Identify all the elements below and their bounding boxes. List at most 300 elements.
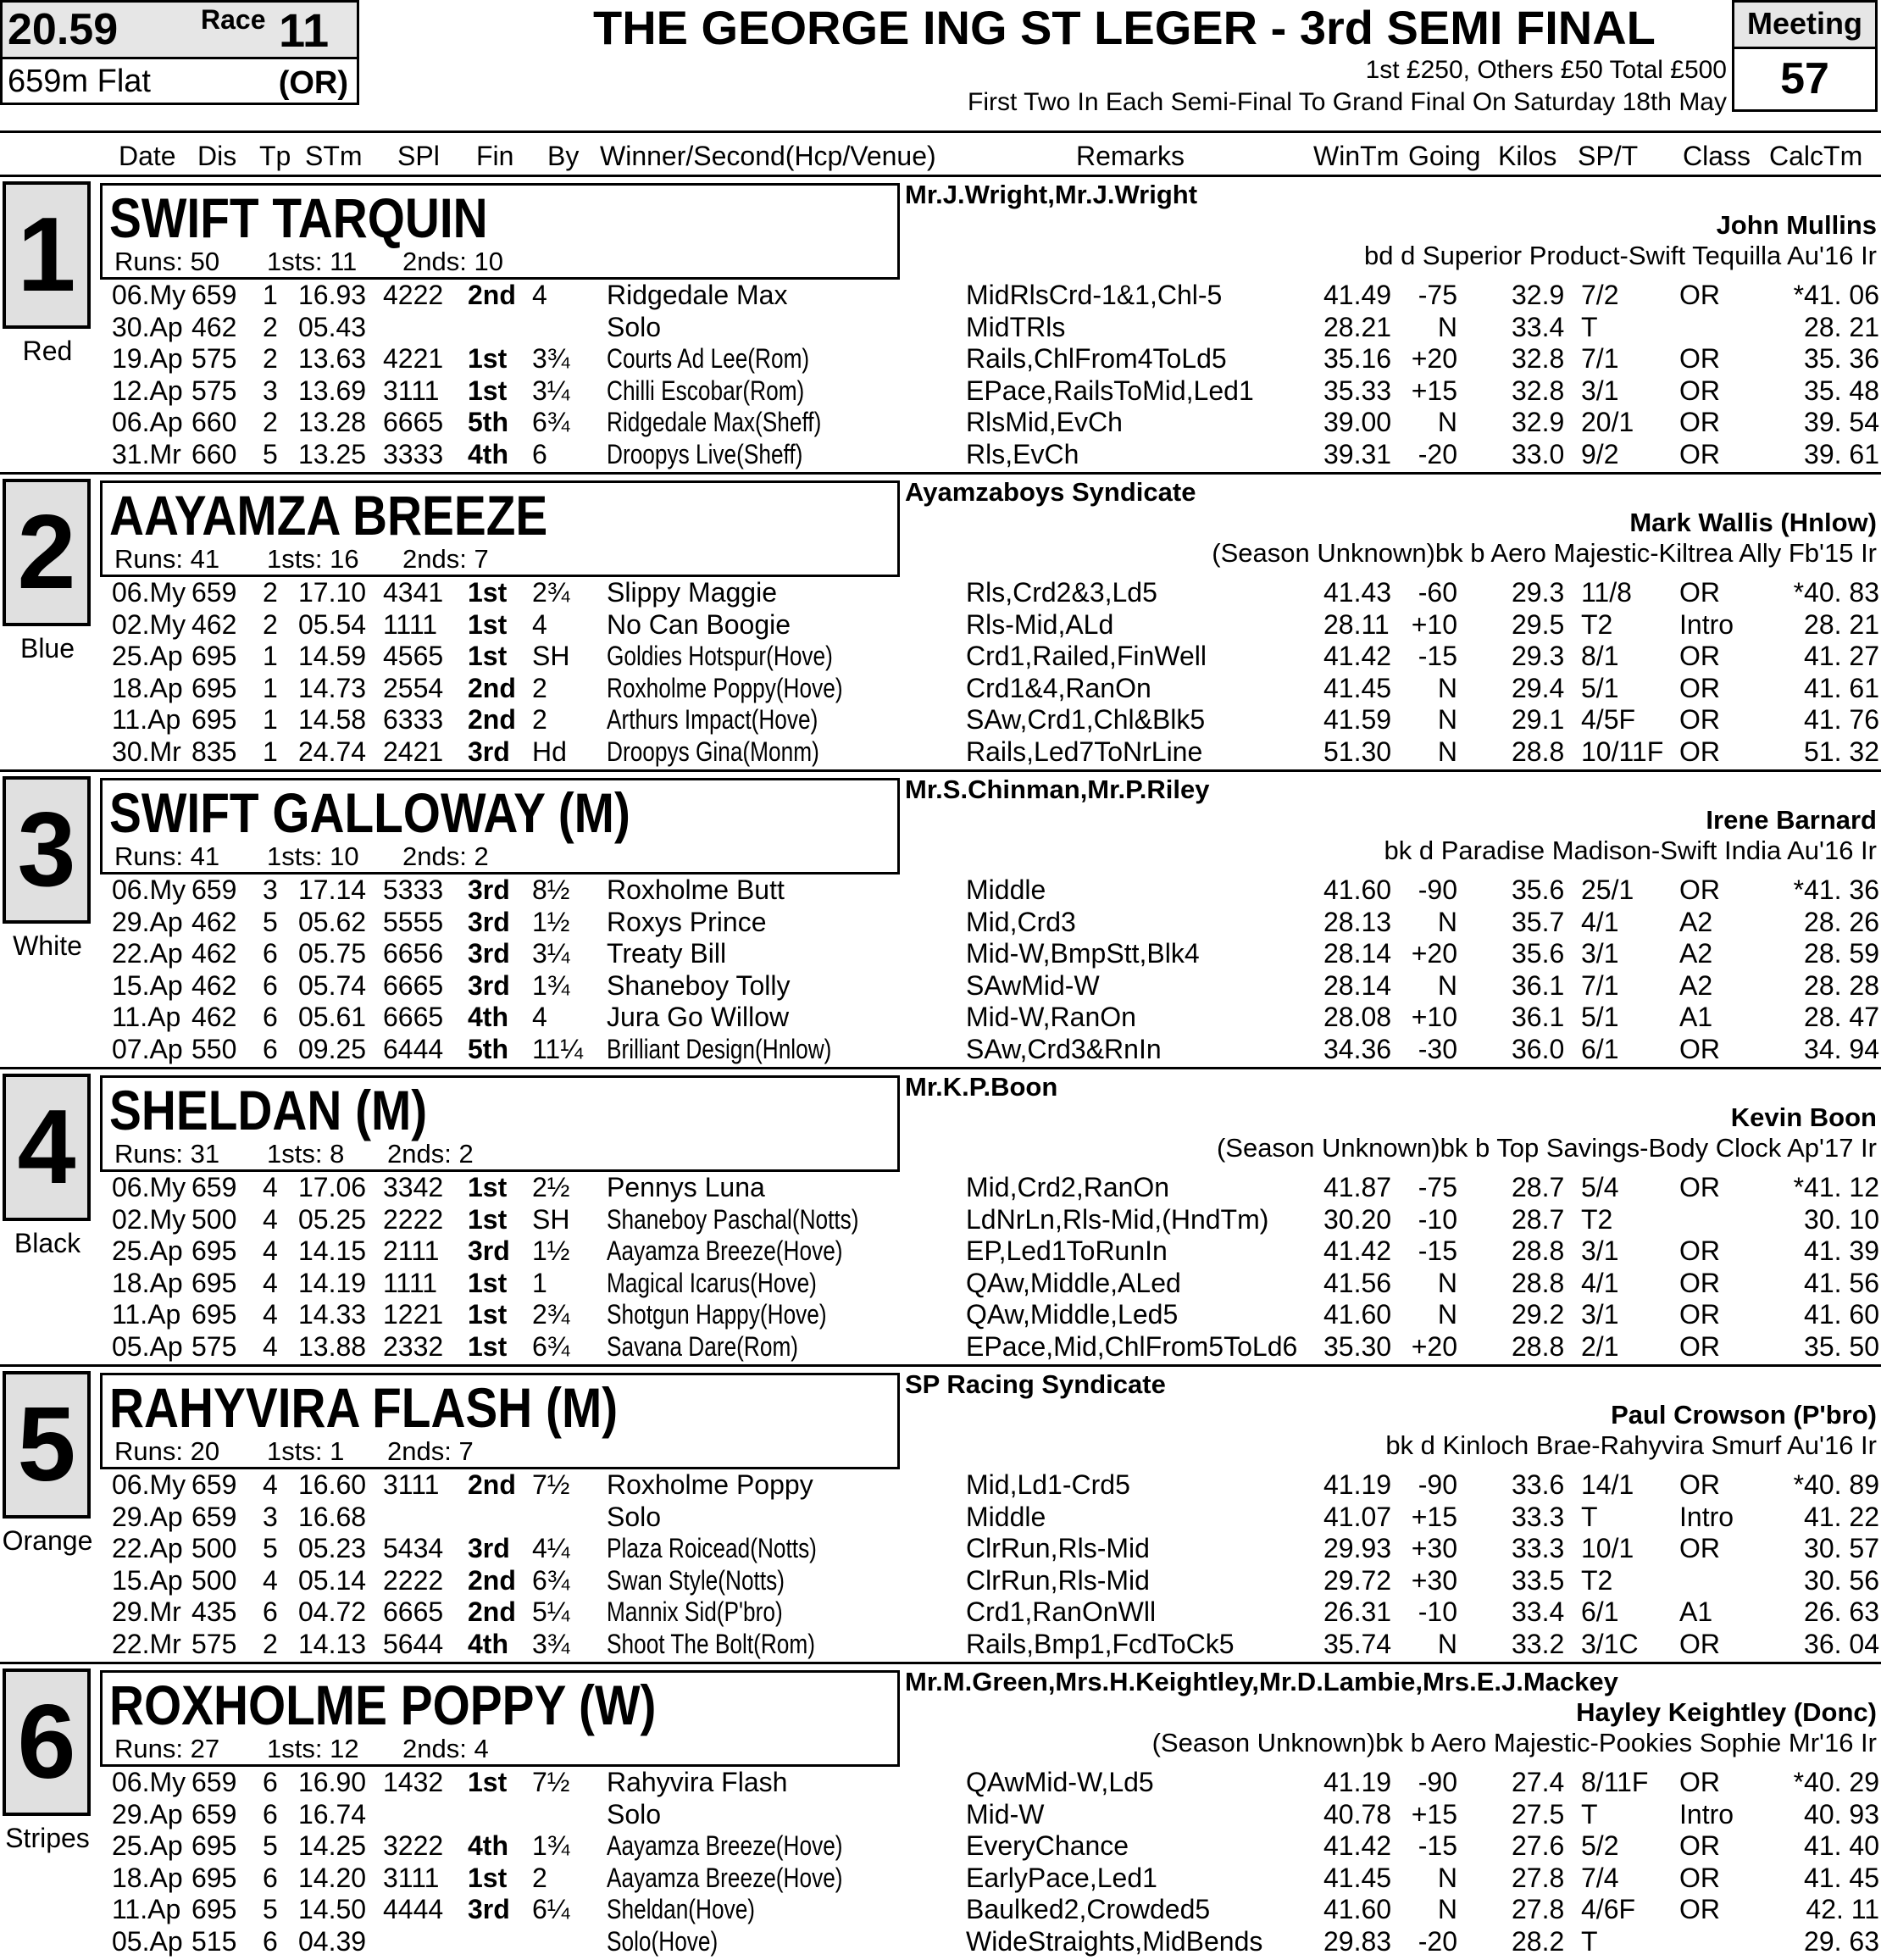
form-win-time: 28.14 <box>1323 938 1392 969</box>
owner: Mr.S.Chinman,Mr.P.Riley <box>905 775 1210 804</box>
form-win-time: 41.45 <box>1323 1862 1392 1893</box>
col-kilos: Kilos <box>1498 141 1557 171</box>
form-kilos: 28.2 <box>1512 1925 1565 1957</box>
form-beaten-by: 2 <box>532 1862 547 1893</box>
form-starting-price: 6/1 <box>1581 1033 1619 1064</box>
form-class: OR <box>1679 1862 1720 1893</box>
form-win-time: 40.78 <box>1323 1798 1392 1830</box>
form-starting-price: T <box>1581 1501 1598 1532</box>
form-row <box>0 1502 1881 1533</box>
form-remarks: EveryChance <box>966 1830 1129 1861</box>
form-split-positions: 2222 <box>383 1564 444 1596</box>
wins-count: 1sts: 16 <box>267 544 359 574</box>
form-beaten-by: Hd <box>532 736 567 767</box>
form-row <box>0 970 1881 1002</box>
form-split-positions: 6665 <box>383 407 444 437</box>
form-date: 29.Ap <box>112 906 183 937</box>
form-finish: 1st <box>468 375 508 406</box>
form-starting-price: 4/1 <box>1581 1267 1619 1298</box>
form-split-positions: 2421 <box>383 736 444 767</box>
form-beaten-by: 6 <box>532 438 547 469</box>
dog-name-box <box>100 1373 900 1469</box>
form-calc-time: 42. 11 <box>1806 1894 1879 1924</box>
form-winner: Swan Style(Notts) <box>607 1564 785 1596</box>
form-calc-time: *41. 12 <box>1793 1172 1879 1202</box>
form-win-time: 28.14 <box>1323 969 1392 1001</box>
form-class: OR <box>1679 1033 1720 1064</box>
form-winner: Ridgedale Max <box>607 280 788 310</box>
dog-name: RAHYVIRA FLASH (M) <box>109 1376 619 1439</box>
form-trap: 5 <box>263 438 278 469</box>
form-finish: 4th <box>468 438 508 469</box>
wins-count: 1sts: 11 <box>267 247 358 276</box>
form-calc-time: 51. 32 <box>1804 736 1879 767</box>
form-starting-price: 3/1 <box>1581 375 1619 406</box>
owner: Ayamzaboys Syndicate <box>905 477 1196 507</box>
form-trap: 2 <box>263 1628 278 1659</box>
header-divider <box>0 130 1881 133</box>
form-win-time: 41.60 <box>1323 1894 1392 1924</box>
form-distance: 659 <box>191 1469 237 1500</box>
form-trap: 4 <box>263 1235 278 1266</box>
form-going: +30 <box>1411 1564 1457 1596</box>
form-split-positions: 4222 <box>383 280 444 310</box>
form-remarks: Mid,Crd3 <box>966 906 1076 937</box>
form-distance: 500 <box>191 1203 237 1235</box>
form-win-time: 41.19 <box>1323 1469 1392 1500</box>
form-beaten-by: 2 <box>532 704 547 735</box>
form-class: Intro <box>1679 1798 1734 1830</box>
form-row <box>0 343 1881 375</box>
form-distance: 515 <box>191 1925 237 1957</box>
runner-block <box>0 472 1881 769</box>
col-going: Going <box>1408 141 1481 171</box>
form-win-time: 41.19 <box>1323 1767 1392 1797</box>
form-row <box>0 1469 1881 1501</box>
form-row <box>0 1565 1881 1596</box>
form-calc-time: 35. 50 <box>1804 1330 1879 1362</box>
trap-number-box: 6 <box>3 1668 91 1816</box>
form-date: 22.Mr <box>112 1628 181 1659</box>
form-going: -90 <box>1418 1767 1457 1797</box>
form-kilos: 35.6 <box>1512 875 1565 905</box>
form-starting-price: 7/1 <box>1581 969 1619 1001</box>
form-distance: 659 <box>191 577 237 608</box>
form-distance: 695 <box>191 672 237 703</box>
form-finish: 2nd <box>468 1564 516 1596</box>
form-kilos: 32.8 <box>1512 375 1565 406</box>
runner-block <box>0 1067 1881 1364</box>
form-class: OR <box>1679 1235 1720 1266</box>
runs-count: Runs: 31 <box>114 1139 220 1169</box>
form-win-time: 41.60 <box>1323 875 1392 905</box>
form-beaten-by: 1½ <box>532 1235 570 1266</box>
form-class: OR <box>1679 1267 1720 1298</box>
form-calc-time: *41. 36 <box>1793 875 1879 905</box>
form-remarks: Mid-W <box>966 1798 1045 1830</box>
race-label: Race <box>201 4 266 35</box>
form-beaten-by: 3¼ <box>532 375 570 406</box>
form-finish: 2nd <box>468 704 516 735</box>
form-win-time: 39.31 <box>1323 438 1392 469</box>
col-remarks: Remarks <box>1076 141 1185 171</box>
form-sectional-time: 16.60 <box>298 1469 367 1500</box>
form-class: OR <box>1679 1469 1720 1500</box>
form-win-time: 28.08 <box>1323 1002 1392 1032</box>
seconds-count: 2nds: 7 <box>387 1436 474 1466</box>
form-starting-price: T <box>1581 1925 1598 1957</box>
form-split-positions: 6444 <box>383 1033 444 1064</box>
form-calc-time: 41. 56 <box>1804 1267 1879 1298</box>
form-finish: 1st <box>468 1299 508 1330</box>
form-going: N <box>1437 1862 1457 1893</box>
form-remarks: Mid-W,BmpStt,Blk4 <box>966 938 1200 969</box>
form-distance: 575 <box>191 1628 237 1659</box>
form-starting-price: 4/1 <box>1581 906 1619 937</box>
runner-block <box>0 1364 1881 1662</box>
form-date: 06.My <box>112 1767 186 1797</box>
wins-count: 1sts: 1 <box>267 1436 345 1466</box>
form-distance: 835 <box>191 736 237 767</box>
form-starting-price: 3/1 <box>1581 1299 1619 1330</box>
trainer: Mark Wallis (Hnlow) <box>1629 508 1877 537</box>
form-calc-time: 28. 26 <box>1804 906 1879 937</box>
form-win-time: 35.33 <box>1323 375 1392 406</box>
form-going: +20 <box>1411 938 1457 969</box>
form-calc-time: 28. 28 <box>1804 969 1879 1001</box>
form-finish: 3rd <box>468 1894 510 1924</box>
form-going: +15 <box>1411 1798 1457 1830</box>
form-date: 11.Ap <box>112 1894 181 1924</box>
form-trap: 5 <box>263 1894 278 1924</box>
form-calc-time: 36. 04 <box>1804 1628 1879 1659</box>
form-starting-price: 5/4 <box>1581 1172 1619 1202</box>
form-winner: Shaneboy Tolly <box>607 969 791 1001</box>
form-remarks: Crd1,RanOnWll <box>966 1596 1157 1627</box>
form-winner: Roxholme Butt <box>607 875 785 905</box>
form-sectional-time: 05.23 <box>298 1533 367 1563</box>
runner-divider <box>0 175 1881 177</box>
form-finish: 1st <box>468 577 508 608</box>
form-beaten-by: 2¾ <box>532 1299 570 1330</box>
form-remarks: Rails,Bmp1,FcdToCk5 <box>966 1628 1235 1659</box>
form-starting-price: T2 <box>1581 608 1613 640</box>
form-sectional-time: 13.69 <box>298 375 367 406</box>
form-win-time: 41.49 <box>1323 280 1392 310</box>
form-winner: Plaza Roicead(Notts) <box>607 1533 817 1563</box>
form-sectional-time: 09.25 <box>298 1033 367 1064</box>
form-going: -75 <box>1418 280 1457 310</box>
trap-colour: Orange <box>2 1525 93 1556</box>
form-date: 06.My <box>112 280 186 310</box>
form-starting-price: 3/1 <box>1581 1235 1619 1266</box>
owner: Mr.K.P.Boon <box>905 1072 1058 1102</box>
form-finish: 5th <box>468 1033 508 1064</box>
form-trap: 6 <box>263 1033 278 1064</box>
form-row <box>0 704 1881 736</box>
form-row <box>0 736 1881 768</box>
form-calc-time: 41. 45 <box>1804 1862 1879 1893</box>
form-finish: 2nd <box>468 672 516 703</box>
form-split-positions: 3111 <box>383 1862 440 1893</box>
form-going: -60 <box>1418 577 1457 608</box>
form-remarks: MidTRls <box>966 311 1066 342</box>
form-remarks: ClrRun,Rls-Mid <box>966 1564 1150 1596</box>
form-date: 29.Ap <box>112 1501 183 1532</box>
form-kilos: 28.8 <box>1512 736 1565 767</box>
trap-number-box: 3 <box>3 776 91 924</box>
form-beaten-by: 1¾ <box>532 1830 570 1861</box>
form-starting-price: T2 <box>1581 1564 1613 1596</box>
form-distance: 659 <box>191 280 237 310</box>
trap-colour: White <box>13 930 82 961</box>
form-winner: Ridgedale Max(Sheff) <box>607 407 822 437</box>
form-trap: 6 <box>263 1767 278 1797</box>
form-trap: 6 <box>263 1596 278 1627</box>
form-date: 19.Ap <box>112 343 183 374</box>
form-class: OR <box>1679 1299 1720 1330</box>
form-win-time: 26.31 <box>1323 1596 1392 1627</box>
form-remarks: EPace,Mid,ChlFrom5ToLd6 <box>966 1330 1298 1362</box>
trainer: John Mullins <box>1716 210 1877 240</box>
form-row <box>0 673 1881 704</box>
form-beaten-by: 11¼ <box>532 1033 583 1064</box>
form-kilos: 36.0 <box>1512 1033 1565 1064</box>
form-kilos: 32.9 <box>1512 407 1565 437</box>
breeding: bd d Superior Product-Swift Tequilla Au'16 Ir <box>1363 241 1877 270</box>
form-sectional-time: 04.39 <box>298 1925 367 1957</box>
col-class: Class <box>1683 141 1751 171</box>
form-calc-time: 41. 61 <box>1804 672 1879 703</box>
breeding: (Season Unknown)bk b Aero Majestic-Pookies Sophie Mr'16 Ir <box>1151 1728 1877 1757</box>
form-sectional-time: 13.88 <box>298 1330 367 1362</box>
form-going: -20 <box>1418 438 1457 469</box>
form-win-time: 29.93 <box>1323 1533 1392 1563</box>
form-trap: 4 <box>263 1299 278 1330</box>
form-starting-price: T <box>1581 1798 1598 1830</box>
form-row <box>0 1235 1881 1267</box>
trap-colour: Blue <box>19 633 75 664</box>
form-split-positions: 2222 <box>383 1203 444 1235</box>
form-starting-price: 8/1 <box>1581 641 1619 671</box>
form-row <box>0 875 1881 906</box>
dog-name-box <box>100 183 900 280</box>
owner: Mr.J.Wright,Mr.J.Wright <box>905 180 1198 209</box>
form-winner: Treaty Bill <box>607 938 727 969</box>
form-going: -20 <box>1418 1925 1457 1957</box>
dog-name: SHELDAN (M) <box>109 1079 428 1141</box>
form-starting-price: 20/1 <box>1581 407 1634 437</box>
form-class: A2 <box>1679 969 1713 1001</box>
form-trap: 5 <box>263 1830 278 1861</box>
form-win-time: 41.60 <box>1323 1299 1392 1330</box>
form-calc-time: 29. 63 <box>1804 1925 1879 1957</box>
runs-count: Runs: 50 <box>114 247 220 276</box>
form-row <box>0 1204 1881 1235</box>
breeding: (Season Unknown)bk b Aero Majestic-Kiltrea Ally Fb'15 Ir <box>1212 538 1877 568</box>
form-calc-time: 39. 54 <box>1804 407 1879 437</box>
form-trap: 6 <box>263 938 278 969</box>
form-distance: 462 <box>191 608 237 640</box>
form-win-time: 29.83 <box>1323 1925 1392 1957</box>
form-beaten-by: 6¾ <box>532 407 570 437</box>
form-row <box>0 1629 1881 1660</box>
race-number: 11 <box>279 3 330 57</box>
form-sectional-time: 14.59 <box>298 641 367 671</box>
form-beaten-by: 2½ <box>532 1172 570 1202</box>
form-finish: 3rd <box>468 736 510 767</box>
form-distance: 500 <box>191 1564 237 1596</box>
dog-name-box <box>100 480 900 577</box>
form-going: N <box>1437 1299 1457 1330</box>
form-starting-price: 5/2 <box>1581 1830 1619 1861</box>
form-trap: 6 <box>263 1002 278 1032</box>
race-conditions: First Two In Each Semi-Final To Grand Final On Saturday 18th May <box>968 88 1727 116</box>
form-going: -30 <box>1418 1033 1457 1064</box>
form-row <box>0 577 1881 608</box>
form-going: +20 <box>1411 1330 1457 1362</box>
form-finish: 3rd <box>468 969 510 1001</box>
form-calc-time: 41. 39 <box>1804 1235 1879 1266</box>
form-remarks: Crd1&4,RanOn <box>966 672 1151 703</box>
form-finish: 3rd <box>468 1533 510 1563</box>
form-distance: 575 <box>191 343 237 374</box>
runner-divider <box>0 1662 1881 1664</box>
form-remarks: RlsMid,EvCh <box>966 407 1123 437</box>
form-distance: 500 <box>191 1533 237 1563</box>
meeting-number: 57 <box>1780 54 1829 103</box>
form-going: +10 <box>1411 1002 1457 1032</box>
form-beaten-by: 5¼ <box>532 1596 570 1627</box>
form-starting-price: 4/5F <box>1581 704 1636 735</box>
form-distance: 695 <box>191 704 237 735</box>
col-dis: Dis <box>197 141 237 171</box>
form-sectional-time: 05.25 <box>298 1203 367 1235</box>
meeting-box <box>1732 0 1878 112</box>
breeding: (Season Unknown)bk b Top Savings-Body Clock Ap'17 Ir <box>1216 1133 1877 1163</box>
form-class: OR <box>1679 1330 1720 1362</box>
form-sectional-time: 05.43 <box>298 311 367 342</box>
form-starting-price: 5/1 <box>1581 1002 1619 1032</box>
form-distance: 659 <box>191 1767 237 1797</box>
form-row <box>0 280 1881 311</box>
form-sectional-time: 05.74 <box>298 969 367 1001</box>
form-row <box>0 1926 1881 1957</box>
meeting-label: Meeting <box>1734 3 1875 49</box>
form-starting-price: 3/1 <box>1581 938 1619 969</box>
form-winner: Rahyvira Flash <box>607 1767 788 1797</box>
race-time: 20.59 <box>8 5 119 54</box>
form-kilos: 33.0 <box>1512 438 1565 469</box>
form-beaten-by: 4¼ <box>532 1533 570 1563</box>
form-win-time: 41.42 <box>1323 1830 1392 1861</box>
form-sectional-time: 05.75 <box>298 938 367 969</box>
form-sectional-time: 16.74 <box>298 1798 367 1830</box>
form-kilos: 27.8 <box>1512 1862 1565 1893</box>
form-date: 15.Ap <box>112 1564 183 1596</box>
form-starting-price: 14/1 <box>1581 1469 1634 1500</box>
form-split-positions: 6665 <box>383 969 444 1001</box>
form-remarks: Rails,Led7ToNrLine <box>966 736 1203 767</box>
form-finish: 2nd <box>468 1596 516 1627</box>
form-sectional-time: 14.13 <box>298 1628 367 1659</box>
form-distance: 660 <box>191 438 237 469</box>
form-kilos: 27.6 <box>1512 1830 1565 1861</box>
form-winner: Solo <box>607 1501 662 1532</box>
form-calc-time: 41. 40 <box>1804 1830 1879 1861</box>
form-distance: 695 <box>191 1894 237 1924</box>
form-finish: 1st <box>468 641 508 671</box>
form-sectional-time: 14.20 <box>298 1862 367 1893</box>
form-remarks: Mid-W,RanOn <box>966 1002 1136 1032</box>
form-starting-price: 25/1 <box>1581 875 1634 905</box>
form-calc-time: 41. 60 <box>1804 1299 1879 1330</box>
form-winner: Jura Go Willow <box>607 1002 790 1032</box>
prize-money: 1st £250, Others £50 Total £500 <box>1365 56 1727 84</box>
form-kilos: 29.3 <box>1512 641 1565 671</box>
runner-block <box>0 1662 1881 1959</box>
form-kilos: 27.4 <box>1512 1767 1565 1797</box>
form-distance: 462 <box>191 1002 237 1032</box>
col-by: By <box>547 141 580 171</box>
form-kilos: 32.9 <box>1512 280 1565 310</box>
form-split-positions: 2554 <box>383 672 444 703</box>
form-finish: 1st <box>468 1330 508 1362</box>
form-going: -75 <box>1418 1172 1457 1202</box>
col-calctm: CalcTm <box>1769 141 1863 171</box>
form-win-time: 30.20 <box>1323 1203 1392 1235</box>
form-kilos: 33.4 <box>1512 311 1565 342</box>
form-date: 05.Ap <box>112 1925 183 1957</box>
form-sectional-time: 17.14 <box>298 875 367 905</box>
form-finish: 1st <box>468 1267 508 1298</box>
form-date: 06.My <box>112 1172 186 1202</box>
form-calc-time: *40. 83 <box>1793 577 1879 608</box>
form-trap: 4 <box>263 1267 278 1298</box>
form-date: 12.Ap <box>112 375 183 406</box>
form-kilos: 35.6 <box>1512 938 1565 969</box>
race-distance: 659m Flat <box>8 64 151 99</box>
form-starting-price: 11/8 <box>1581 577 1632 608</box>
form-split-positions: 3342 <box>383 1172 444 1202</box>
form-class: OR <box>1679 704 1720 735</box>
form-win-time: 41.87 <box>1323 1172 1392 1202</box>
form-distance: 695 <box>191 1862 237 1893</box>
trap-number-box: 1 <box>3 181 91 329</box>
form-trap: 4 <box>263 1172 278 1202</box>
form-class: OR <box>1679 280 1720 310</box>
form-split-positions: 3333 <box>383 438 444 469</box>
form-beaten-by: 1¾ <box>532 969 570 1001</box>
form-sectional-time: 16.68 <box>298 1501 367 1532</box>
form-date: 02.My <box>112 1203 186 1235</box>
form-beaten-by: 6¾ <box>532 1564 570 1596</box>
form-calc-time: 35. 36 <box>1804 343 1879 374</box>
form-beaten-by: 4 <box>532 1002 547 1032</box>
form-kilos: 28.8 <box>1512 1235 1565 1266</box>
form-row <box>0 375 1881 407</box>
form-distance: 435 <box>191 1596 237 1627</box>
form-calc-time: *40. 89 <box>1793 1469 1879 1500</box>
form-finish: 4th <box>468 1628 508 1659</box>
form-split-positions: 3222 <box>383 1830 444 1861</box>
form-beaten-by: 3¼ <box>532 938 570 969</box>
form-finish: 3rd <box>468 1235 510 1266</box>
col-date: Date <box>119 141 176 171</box>
form-trap: 2 <box>263 311 278 342</box>
form-trap: 2 <box>263 343 278 374</box>
form-remarks: Mid,Crd2,RanOn <box>966 1172 1170 1202</box>
